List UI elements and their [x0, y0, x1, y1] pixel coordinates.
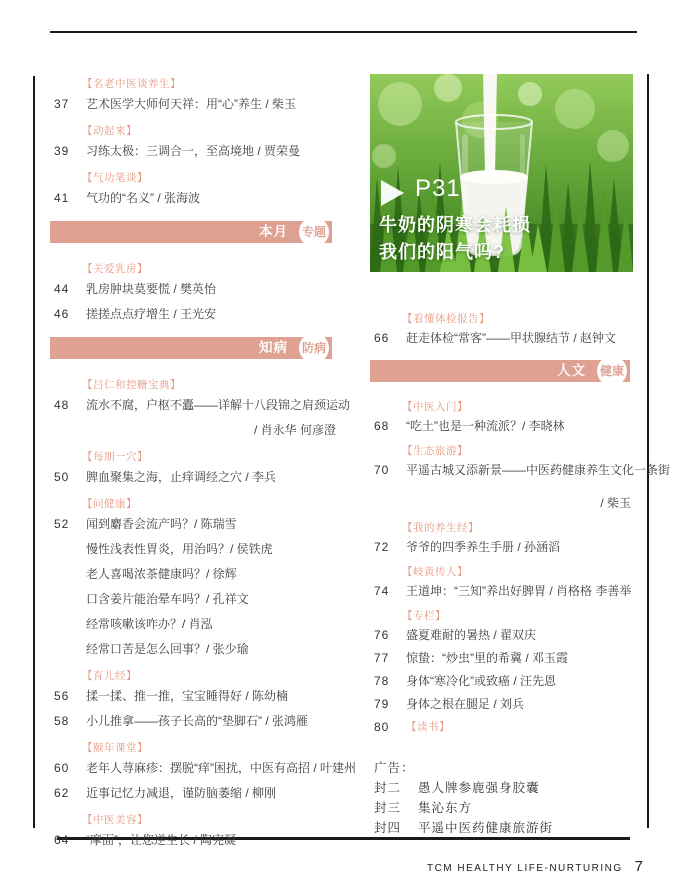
column-category-label: 【动起来】: [82, 125, 137, 137]
play-icon: [381, 180, 404, 206]
column-category-label: 【生态旅游】: [402, 445, 468, 457]
toc-entry: [370, 539, 633, 555]
entry-title: 慢性浅表性胃炎，用治吗？/ 侯铁虎: [86, 542, 273, 556]
entry-title: 惊蛰：“炒虫”里的希冀 / 邓玉霞: [406, 651, 568, 665]
toc-entry-continuation: [50, 641, 350, 657]
ad-item: [374, 780, 633, 796]
entry-page-number: [50, 641, 86, 657]
entry-title: 【读书】: [406, 721, 450, 733]
entry-page-number: [50, 591, 86, 607]
column-category-label: 【问健康】: [82, 498, 137, 510]
column-category-label: 【看懂体检报告】: [402, 313, 490, 325]
entry-author-line: / 肖永华 何彦澄: [253, 423, 336, 437]
entry-title: 经常咳嗽该咋办？/ 肖泓: [86, 617, 213, 631]
entry-page-number: 77: [374, 651, 390, 665]
toc-entry: [370, 719, 633, 735]
entry-page-number: 68: [374, 419, 390, 433]
section-title: 人文: [557, 363, 586, 378]
entry-page-number: 78: [374, 674, 390, 688]
entry-title: “吃土”也是一种流派？/ 李晓林: [406, 419, 565, 433]
toc-left-column: [50, 75, 356, 857]
entry-title: 老年人荨麻疹：摆脱“痒”困扰，中医有高招 / 叶建州: [86, 761, 356, 775]
entry-page-number: 79: [374, 697, 390, 711]
ad-cover-label: 封四: [374, 821, 402, 835]
entry-page-number: 60: [54, 761, 70, 775]
entry-title: 经常口苦是怎么回事？/ 张少瑜: [86, 642, 249, 656]
entry-page-number: 74: [374, 584, 390, 598]
toc-entry: [370, 696, 633, 712]
toc-entry: [370, 462, 671, 478]
section-badge: 健康: [597, 356, 627, 386]
entry-title: 闻到麝香会流产吗？/ 陈瑞雪: [86, 517, 237, 531]
column-category-label: 【专栏】: [402, 610, 446, 622]
toc-entry: [50, 397, 350, 413]
entry-title: 口含姜片能治晕车吗？/ 孔祥文: [86, 592, 249, 606]
entry-page-number: [50, 566, 86, 582]
entry-page-number: 39: [54, 144, 70, 158]
entry-page-number: 44: [54, 282, 70, 296]
column-category-label: 【每期一穴】: [82, 451, 148, 463]
page-number: 7: [634, 858, 643, 875]
entry-title: 老人喜喝浓茶健康吗？/ 徐辉: [86, 567, 237, 581]
entry-page-number: 41: [54, 191, 70, 205]
entry-page-number: 70: [374, 463, 390, 477]
entry-title: 流水不腐，户枢不蠹——详解十八段锦之肩颈运动: [86, 398, 351, 412]
entry-page-number: 48: [54, 398, 70, 412]
ad-item: [374, 820, 633, 836]
entry-author-line: / 柴玉: [600, 496, 631, 510]
section-header-bar: [50, 337, 332, 359]
entry-title: 王道坤：“三知”养出好脾胃 / 肖格格 李善举: [406, 584, 632, 598]
toc-entry: [50, 516, 350, 532]
section-badge: 专题: [299, 217, 329, 247]
section-title: 本月: [259, 224, 288, 239]
column-category-label: 【中医美容】: [82, 814, 148, 826]
toc-entry: [370, 583, 633, 599]
toc-entry: [370, 418, 633, 434]
toc-entry: [50, 688, 350, 704]
entry-title: 赶走体检“常客”——甲状腺结节 / 赵钟文: [406, 331, 616, 345]
column-category-label: 【岐黄传人】: [402, 566, 468, 578]
column-category-label: 【关爱乳房】: [82, 263, 148, 275]
entry-title: 身体之根在腿足 / 刘兵: [406, 697, 525, 711]
entry-title: 乳房肿块莫要慌 / 樊英怡: [86, 282, 217, 296]
ad-title: 愚人牌参鹿强身胶囊: [418, 781, 540, 795]
entry-page-number: 64: [54, 833, 70, 847]
toc-entry-continuation: [50, 591, 350, 607]
hero-overlay: [370, 74, 633, 272]
toc-entry-continuation: [50, 566, 350, 582]
section-header-bar: [50, 221, 332, 243]
toc-entry: [50, 785, 350, 801]
toc-entry: [50, 190, 350, 206]
entry-page-number: 80: [374, 720, 390, 734]
entry-page-number: 56: [54, 689, 70, 703]
entry-title: 脾血聚集之海，止痒调经之穴 / 李兵: [86, 470, 277, 484]
toc-entry: [50, 96, 350, 112]
hero-title-line1: 牛奶的阴寒会耗损: [379, 215, 531, 235]
top-rule: [50, 31, 637, 33]
entry-title: 平遥古城又添新景——中医药健康养生文化一条街: [406, 463, 671, 477]
hero-page-ref: P31: [415, 175, 461, 202]
entry-title: 身体“寒冷化”或致癌 / 汪先恩: [406, 674, 556, 688]
entry-title: 艺术医学大师何天祥：用“心”养生 / 柴玉: [86, 97, 296, 111]
right-column-rule: [647, 74, 649, 828]
toc-entry: [370, 650, 633, 666]
hero-title-line2: 我们的阳气吗?: [379, 242, 505, 262]
column-category-label: 【中医入门】: [402, 401, 468, 413]
column-category-label: 【吕仁和控糖宝典】: [82, 379, 181, 391]
ad-cover-label: 封三: [374, 801, 402, 815]
entry-page-number: 37: [54, 97, 70, 111]
entry-title: “摩面”，让您逆生长 / 陶宪凝: [86, 833, 236, 847]
toc-entry: [50, 713, 350, 729]
toc-right-column: [370, 74, 671, 840]
entry-page-number: 46: [54, 307, 70, 321]
entry-page-number: 52: [54, 517, 70, 531]
toc-entry: [50, 281, 350, 297]
journal-name: TCM HEALTHY LIFE-NURTURING: [426, 863, 623, 874]
hero-title: [379, 212, 531, 266]
entry-page-number: 76: [374, 628, 390, 642]
hero-image: [370, 74, 633, 272]
ad-cover-label: 封二: [374, 781, 402, 795]
toc-entry: [370, 330, 633, 346]
entry-page-number: 50: [54, 470, 70, 484]
entry-title: 搓搓点点疗增生 / 王光安: [86, 307, 217, 321]
toc-entry: [370, 627, 633, 643]
page-footer: [427, 858, 643, 875]
toc-entry-continuation: [50, 541, 350, 557]
entry-title: 近事记忆力减退，谨防脑萎缩 / 柳刚: [86, 786, 277, 800]
toc-entry: [50, 143, 350, 159]
section-header-bar: [370, 360, 630, 382]
ad-title: 集沁东方: [418, 801, 473, 815]
toc-entry: [50, 306, 350, 322]
column-category-label: 【我的养生经】: [402, 522, 479, 534]
column-category-label: 【颐年课堂】: [82, 742, 148, 754]
column-category-label: 【气功笔谈】: [82, 172, 148, 184]
entry-page-number: [50, 616, 86, 632]
entry-title: 小儿推拿——孩子长高的“垫脚石” / 张鸿雁: [86, 714, 308, 728]
entry-page-number: 58: [54, 714, 70, 728]
column-category-label: 【名老中医谈养生】: [82, 78, 181, 90]
entry-title: 习练太极：三调合一，至高境地 / 贾荣曼: [86, 144, 301, 158]
entry-page-number: [50, 541, 86, 557]
section-badge: 防病: [299, 333, 329, 363]
entry-page-number: 66: [374, 331, 390, 345]
entry-page-number: 72: [374, 540, 390, 554]
section-title: 知病: [259, 340, 288, 355]
toc-entry-continuation: [50, 616, 350, 632]
entry-title: 爷爷的四季养生手册 / 孙涵滔: [406, 540, 561, 554]
toc-entry: [50, 760, 356, 776]
entry-title: 揉一揉、推一推，宝宝睡得好 / 陈幼楠: [86, 689, 289, 703]
entry-title: 气功的“名义” / 张海波: [86, 191, 200, 205]
entry-page-number: 62: [54, 786, 70, 800]
entry-title: 盛夏难耐的暑热 / 翟双庆: [406, 628, 537, 642]
toc-entry: [50, 469, 350, 485]
ad-item: [374, 800, 633, 816]
left-column-rule: [33, 76, 35, 828]
ads-heading: 广告：: [374, 761, 415, 775]
ad-title: 平遥中医药健康旅游街: [418, 821, 554, 835]
toc-entry: [50, 832, 350, 848]
toc-entry: [370, 673, 633, 689]
column-category-label: 【育儿经】: [82, 670, 137, 682]
